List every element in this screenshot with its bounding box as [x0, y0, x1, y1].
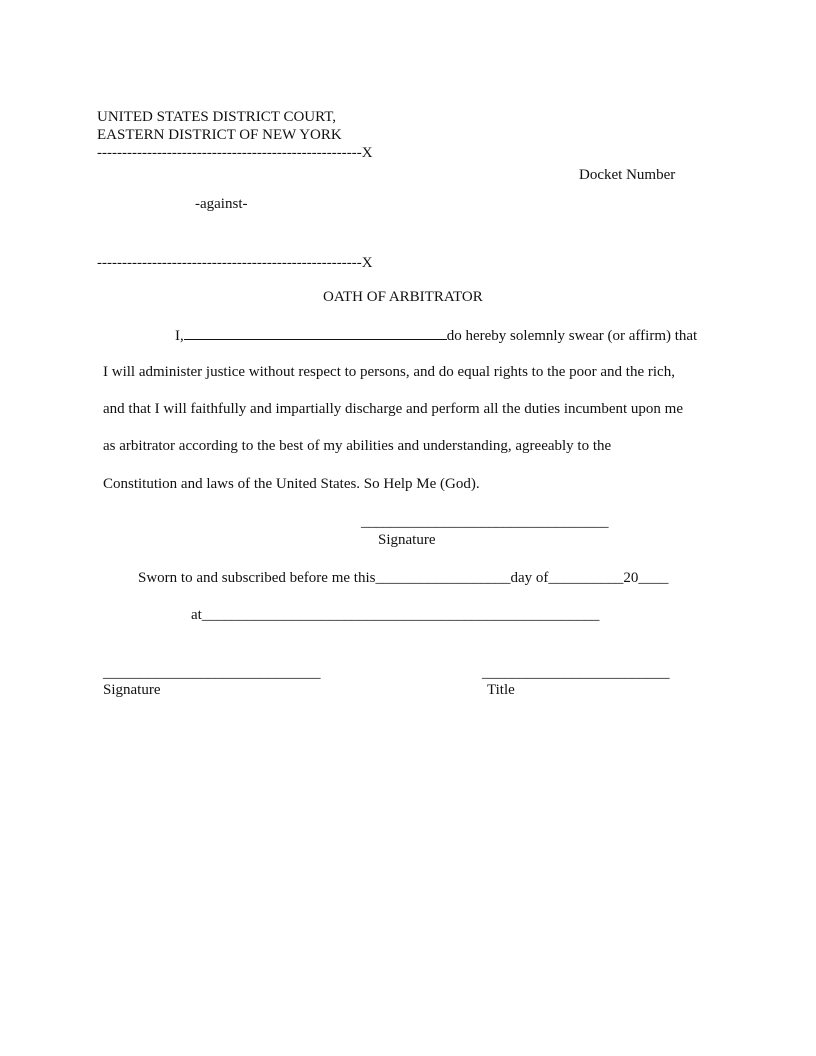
- oath-intro-prefix: I,: [175, 328, 184, 344]
- document-title: OATH OF ARBITRATOR: [323, 289, 483, 305]
- arbitrator-signature-label: Signature: [378, 532, 436, 548]
- arbitrator-name-blank[interactable]: [184, 325, 447, 340]
- oath-line-5: Constitution and laws of the United States. So Help Me (God).: [103, 476, 480, 492]
- oath-line-2: I will administer justice without respect to persons, and do equal rights to the poor and the rich,: [103, 364, 675, 380]
- officer-title-label: Title: [487, 682, 515, 698]
- oath-intro-line: [175, 325, 697, 345]
- officer-title-line[interactable]: _________________________: [482, 665, 670, 681]
- officer-signature-line[interactable]: _____________________________: [103, 665, 321, 681]
- caption-divider-top: -----------------------------------------------------X: [97, 145, 373, 161]
- docket-number-label: Docket Number: [579, 167, 676, 183]
- sworn-location-line[interactable]: at_____________________________________________________: [191, 607, 600, 623]
- against-label: -against-: [195, 196, 248, 212]
- arbitrator-signature-line[interactable]: _________________________________: [361, 514, 609, 530]
- oath-line-4: as arbitrator according to the best of my abilities and understanding, agreeably to the: [103, 438, 612, 454]
- oath-line-3: and that I will faithfully and impartially discharge and perform all the duties incumbent upon me: [103, 401, 683, 417]
- oath-intro-suffix: do hereby solemnly swear (or affirm) that: [446, 328, 698, 344]
- officer-signature-label: Signature: [103, 682, 161, 698]
- court-name-line1: UNITED STATES DISTRICT COURT,: [97, 109, 337, 125]
- sworn-statement[interactable]: Sworn to and subscribed before me this__________________day of__________20____: [138, 570, 669, 586]
- court-name-line2: EASTERN DISTRICT OF NEW YORK: [97, 127, 342, 143]
- caption-divider-bottom: -----------------------------------------------------X: [97, 255, 373, 271]
